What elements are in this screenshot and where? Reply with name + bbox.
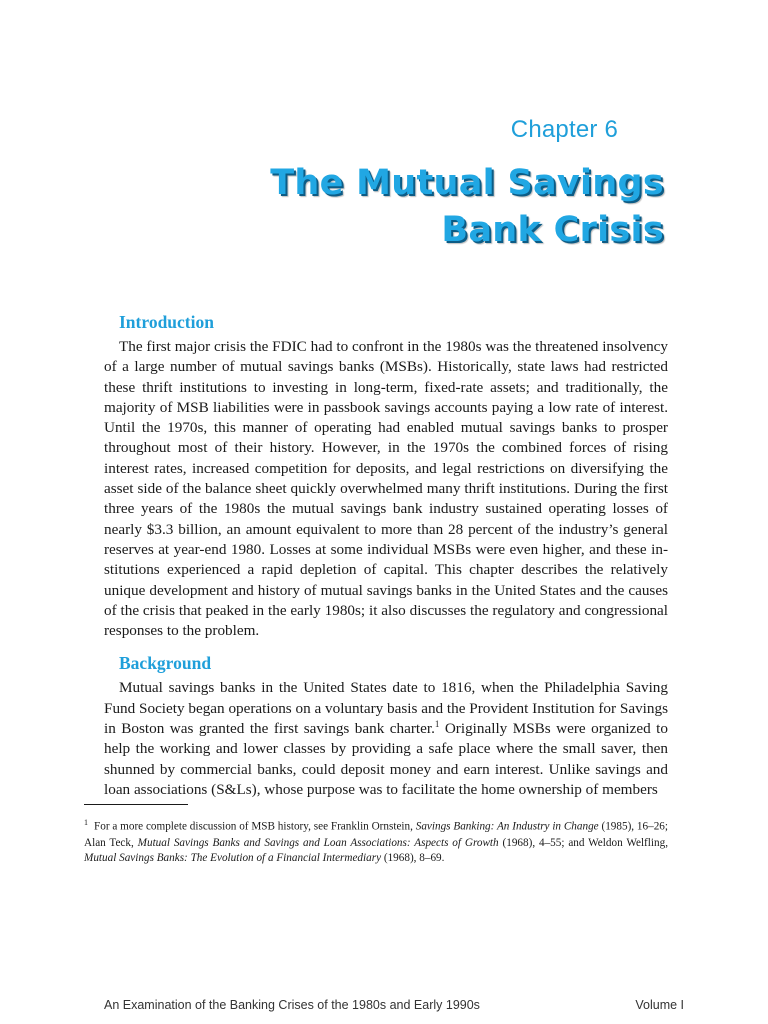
footnote-text-4: (1968), 8–69.	[381, 852, 445, 865]
chapter-label: Chapter 6	[510, 116, 618, 143]
footnote-book-title-3: Mutual Savings Banks: The Evolution of a Financial Intermediary	[84, 852, 382, 865]
footer-publication-title: An Examination of the Banking Crises of the 1980s and Early 1990s	[104, 998, 480, 1012]
footnote-text-1: For a more complete discussion of MSB history, see Franklin Ornstein,	[94, 820, 416, 833]
chapter-title	[270, 160, 664, 254]
footnote-number: 1	[84, 818, 88, 827]
background-text-part-1: Mutual savings banks in the United States date to 1816, when the Philadelphia Saving Fund Society began operations on a voluntary basis and the Provident Institution for Savings in Boston was granted the first savings bank charter.	[104, 679, 668, 738]
background-paragraph	[104, 678, 668, 800]
section-heading-background: Background	[119, 653, 212, 674]
footnote	[84, 815, 668, 867]
footnote-text-2: (1985), 16–26; Alan Teck,	[84, 820, 668, 849]
footnote-book-title-1: Savings Banking: An Industry in Change	[415, 820, 599, 833]
footnote-text-3: (1968), 4–55; and Weldon Welfling,	[498, 836, 668, 849]
main-content	[104, 312, 668, 812]
footnote-divider	[84, 804, 188, 805]
chapter-title-line-1: The Mutual Savings	[270, 163, 664, 203]
background-text-part-2: Originally MSBs were organized to help the working and lower classes by providing a safe place where the small saver, then shunned by commercial banks, could deposit money and earn interest. Unlike savings and loan associations (S&Ls), whose purpose was to facilitate the home ownership of members	[104, 720, 668, 798]
chapter-title-line-2: Bank Crisis	[441, 210, 664, 250]
footer-volume: Volume I	[635, 998, 684, 1012]
page-footer	[104, 998, 684, 1012]
footnote-book-title-2: Mutual Savings Banks and Savings and Loan Associations: Aspects of Growth	[137, 836, 499, 849]
section-heading-introduction: Introduction	[119, 312, 214, 332]
introduction-paragraph: The first major crisis the FDIC had to confront in the 1980s was the threatened insolvency of a large number of mutual savings banks (MSBs). Historically, state laws had restricted these thrift institutions to investing in long-term, fixed-rate assets; and traditionally, the majority of MSB liabilities were in passbook savings accounts paying a low rate of interest. Until the 1970s, this manner of operating had enabled mutual savings banks to prosper throughout most of their history. However, in the 1970s the combined forces of rising interest rates, increased competition for deposits, and legal restrictions on diversifying the asset side of the balance sheet quickly overwhelmed many thrift institutions. During the first three years of the 1980s the mutual savings bank industry sustained operating losses of nearly $3.3 billion, an amount equivalent to more than 28 percent of the industry’s general reserves at year-end 1980. Losses at some individual MSBs were even higher, and these institutions experienced a rapid depletion of capital. This chapter describes the relatively unique development and history of mutual savings banks in the United States and the causes of the crisis that peaked in the early 1980s; it also discusses the regulatory and congressional responses to the problem.	[104, 338, 668, 640]
footnote-reference[interactable]: 1	[434, 718, 440, 729]
